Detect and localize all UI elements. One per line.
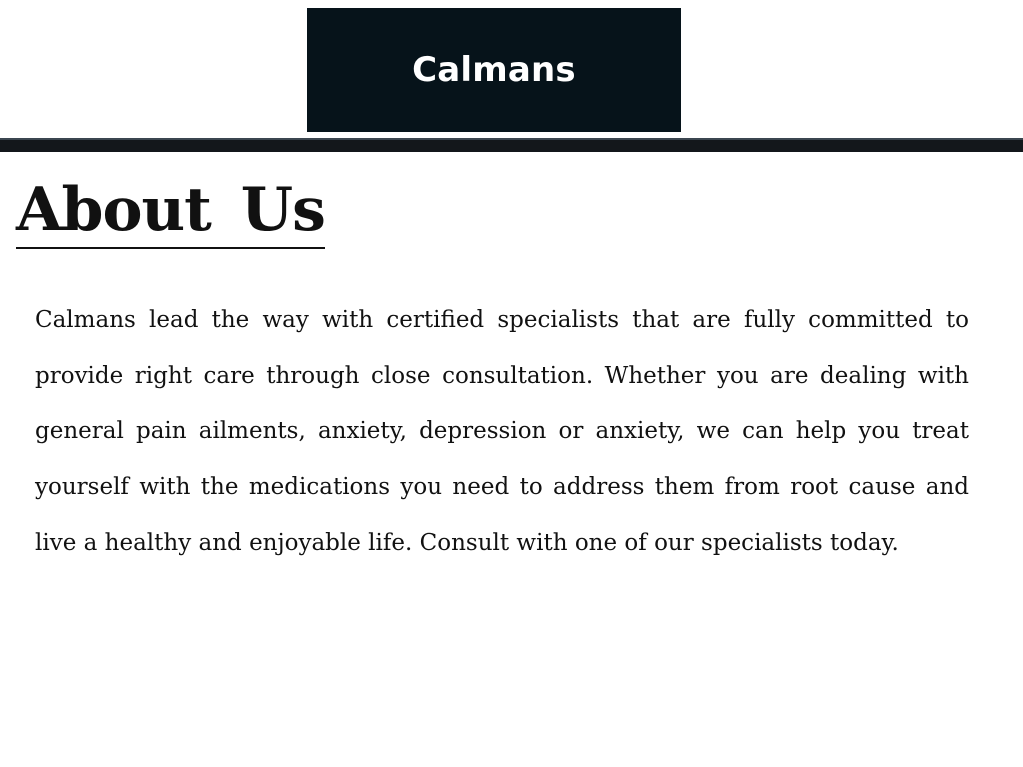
brand-logo-text: Calmans: [412, 50, 576, 90]
brand-logo: [307, 8, 681, 132]
header-divider-bar: [0, 138, 1023, 152]
page-title: About Us: [16, 173, 325, 249]
about-paragraph: Calmans lead the way with certified specialists that are fully committed to provide right care through close consultation. Whether you are dealing with general pain ailments, anxiety, depression or anxiety, we can help you treat yourself with the medications you need to address them from root cause and live a healthy and enjoyable life. Consult with one of our specialists today.: [35, 307, 969, 556]
